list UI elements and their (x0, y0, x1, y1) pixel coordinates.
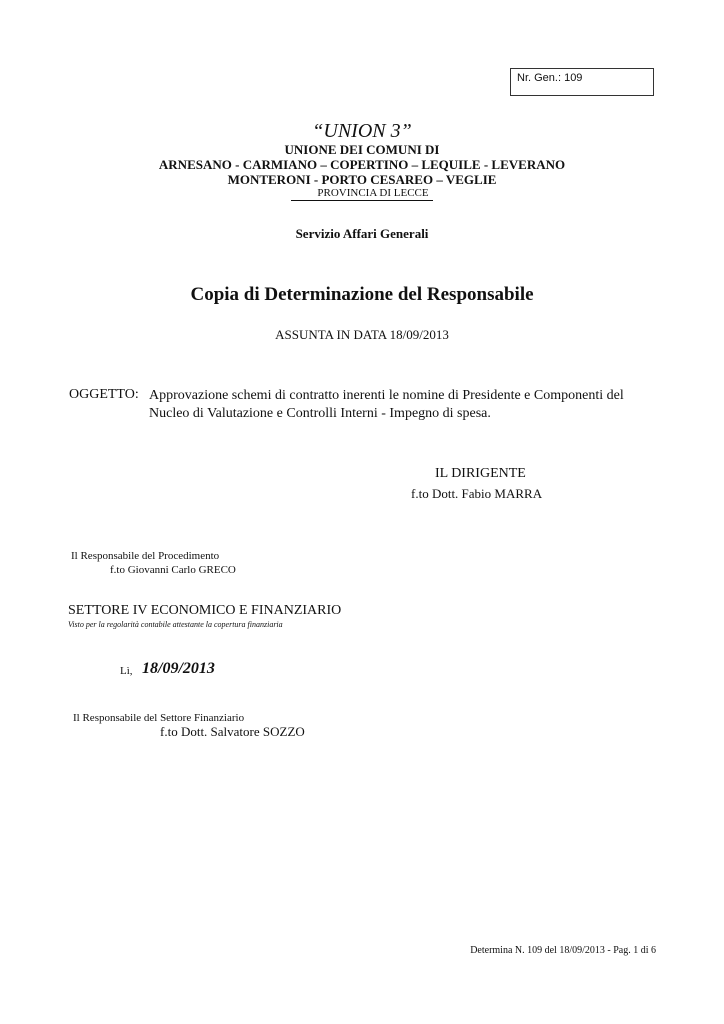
page-title: Copia di Determinazione del Responsabile (190, 284, 534, 305)
settore-title: SETTORE IV ECONOMICO E FINANZIARIO (68, 603, 342, 618)
procedimento-name: f.to Giovanni Carlo GRECO (110, 564, 236, 576)
nr-gen-label: Nr. Gen.: 109 (517, 72, 583, 84)
visto-note: Visto per la regolarità contabile attestante la copertura finanziaria (68, 620, 283, 629)
provincia-text: PROVINCIA DI LECCE (291, 187, 432, 201)
nr-gen-box (510, 68, 654, 96)
page-footer: Determina N. 109 del 18/09/2013 - Pag. 1 di 6 (470, 945, 656, 956)
comuni-line-1: ARNESANO - CARMIANO – COPERTINO – LEQUILE - LEVERANO (158, 157, 566, 172)
dirigente-name: f.to Dott. Fabio MARRA (411, 486, 543, 501)
oggetto-label: OGGETTO: (69, 387, 139, 402)
li-date: 18/09/2013 (142, 660, 215, 677)
oggetto-text: Approvazione schemi di contratto inerenti le nomine di Presidente e Componenti del Nucleo di Valutazione e Controlli Interni - Impegno di spesa. (149, 388, 624, 421)
unione-heading: UNIONE DEI COMUNI DI (284, 142, 440, 157)
provincia-line (0, 187, 724, 201)
procedimento-label: Il Responsabile del Procedimento (71, 550, 220, 562)
finanziario-label: Il Responsabile del Settore Finanziario (73, 712, 245, 724)
finanziario-name: f.to Dott. Salvatore SOZZO (160, 724, 305, 739)
union-title: “UNION 3” (312, 120, 412, 142)
li-label: Lì, (120, 665, 133, 677)
dirigente-title: IL DIRIGENTE (435, 466, 526, 481)
assunta-date: ASSUNTA IN DATA 18/09/2013 (275, 327, 449, 342)
servizio-label: Servizio Affari Generali (295, 226, 429, 241)
comuni-line-2: MONTERONI - PORTO CESAREO – VEGLIE (227, 172, 497, 187)
